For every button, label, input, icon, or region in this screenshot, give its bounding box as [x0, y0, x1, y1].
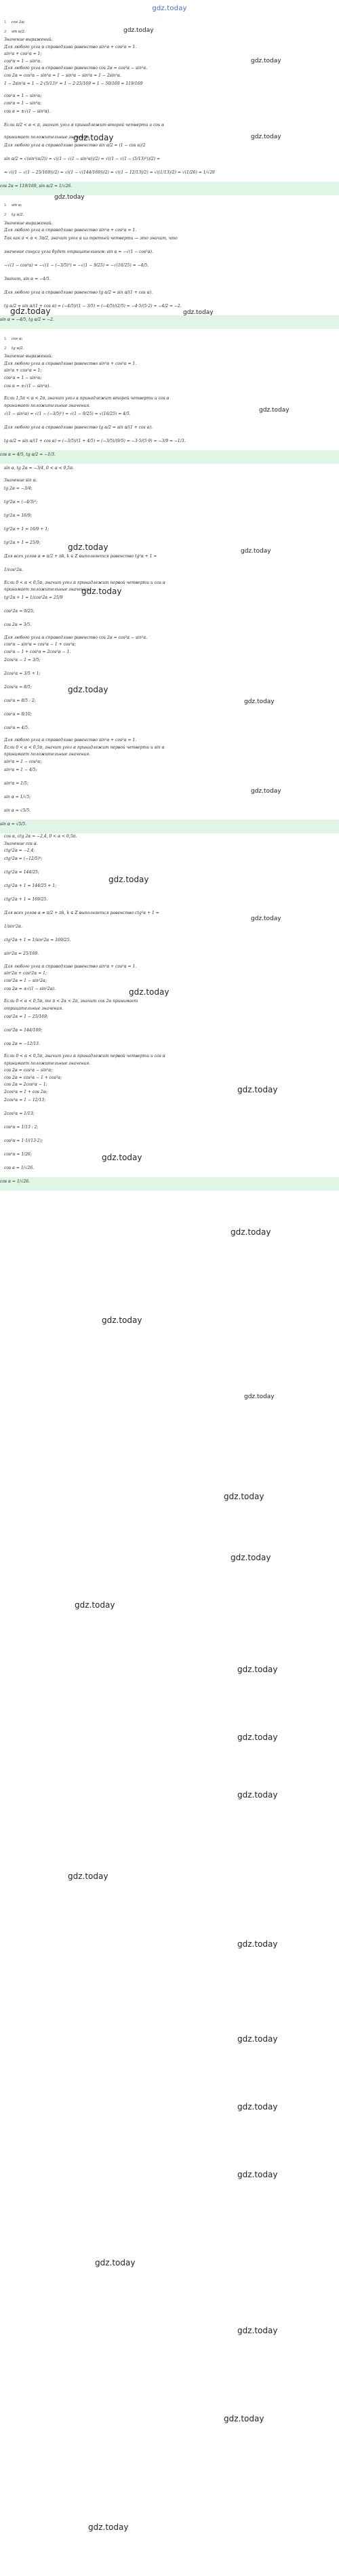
solution-line: = √((1 − √(1 − 25/169))/2) = √((1 − √(144/169))/2) = √((1 − 12/13)/2) = √((1/13)/2) = √(1/26) = 1/√26 [4, 170, 215, 176]
solution-line: Значение выражений. [4, 220, 53, 226]
watermark: gdz.today [244, 1393, 275, 1400]
solution-line: ctg²2α = −2,4; [4, 848, 35, 854]
solution-line: Если 0 < α < 0,5π, значит угол α принадлежит первой четверти и sin α [4, 745, 165, 750]
solution-line: tg²2α + 1 = 25/9; [4, 540, 41, 546]
solution-line: cos α = 1/√26. [4, 1165, 35, 1170]
solution-line: cos 2α = cos²α − sin²α = 1 − sin²α − sin²α = 1 − 2sin²α. [4, 73, 121, 78]
solution-line: sin²α + cos²α = 1; [4, 52, 42, 57]
solution-line: tg 2α = −3/4; [4, 486, 33, 492]
solution-line: cos²2α = 9/25; [4, 609, 35, 614]
solution-line: Значит, sin α = −4/5. [4, 277, 51, 281]
watermark: gdz.today [102, 1315, 142, 1325]
solution-line: cos²2α = 1 − sin²2α; [4, 978, 47, 983]
solution-line: 2cos²α = 3/5 + 1; [4, 671, 41, 676]
watermark: gdz.today [237, 2102, 278, 2112]
task-item-number: 1 [4, 20, 7, 24]
task-item-text: cos α; [12, 337, 23, 341]
task-item [4, 210, 335, 220]
solution-line: Если π/2 < α < π, значит угол α принадлежит второй четверти и cos α [4, 122, 165, 127]
solution-line: принимает положительные значения. [4, 135, 91, 140]
solution-line: 2cos²α − 1 = 3/5; [4, 657, 41, 662]
solution-part-2 [4, 220, 335, 315]
solution-line: Значение sin α. [4, 478, 37, 483]
solution-line: 2cos²α = 1 + cos 2α; [4, 1089, 47, 1094]
task-item-number: 2 [4, 213, 7, 218]
watermark: gdz.today [75, 1600, 115, 1610]
solution-line: Так как π < α < 3π/2, значит угол α из третьей четверти — это значит, что [4, 236, 178, 241]
solution-line: Значение выражений. [4, 37, 53, 43]
solution-line: Для любого угла α справедливо равенство sin²α + cos²α = 1. [4, 44, 137, 49]
watermark: gdz.today [68, 542, 108, 552]
solution-line: cos²2α = 1 − 25/169; [4, 1014, 48, 1019]
watermark: gdz.today [237, 1085, 278, 1094]
task-item-number: 1 [4, 203, 7, 208]
watermark: gdz.today [68, 1871, 108, 1881]
watermark: gdz.today [237, 1665, 278, 1674]
solution-line: Значение выражений. [4, 354, 53, 359]
watermark: gdz.today [68, 685, 108, 694]
watermark: gdz.today [237, 1732, 278, 1742]
solution-line: sin²α = 1 − cos²α; [4, 759, 42, 764]
solution-part-5 [4, 833, 335, 1177]
solution-line: sin²2α + cos²2α = 1; [4, 971, 47, 976]
watermark: gdz.today [237, 2170, 278, 2179]
solution-line: Если 1,5π < α < 2π, значит угол α принадлежит второй четверти и cos α [4, 396, 170, 401]
task-item-text: cos 2α; [12, 20, 26, 24]
solution-line: 1 − 2sin²α = 1 − 2·(5/13)² = 1 − 2·25/169 = 1 − 50/169 = 119/169 [4, 81, 143, 86]
solution-line: значение синуса угла будет отрицательным: sin α = −√(1 − cos²α). [4, 250, 153, 254]
solution-line: sin α, tg 2α = −3/4, 0 < α < 0,5π. [4, 465, 74, 471]
solution-line: tg α/2 = sin α/(1 + cos α) = (−3/5)/(1 + 4/5) = (−3/5)/(9/5) = −3·5/(5·9) = −3/9 = −1/3. [4, 438, 186, 443]
solution-line: cos²α = 1·1/(13·2); [4, 1138, 43, 1143]
solution-line: tg²2α = (−4/3)²; [4, 500, 38, 505]
site-header [0, 0, 339, 18]
watermark: gdz.today [231, 1553, 271, 1562]
solution-line: принимает положительные значения. [4, 752, 91, 757]
solution-line: Для любого угла α справедливо равенство sin²α + cos²α = 1. [4, 964, 137, 969]
solution-line: ctg²2α = 144/25; [4, 870, 39, 875]
watermark: gdz.today [54, 194, 85, 201]
watermark: gdz.today [251, 134, 281, 140]
solution-line: cos 2α = 3/5. [4, 622, 32, 628]
answer-line: sin α = −4/5, tg α/2 = −2. [0, 315, 339, 329]
solution-line: cos²α = 8/10; [4, 711, 32, 717]
solution-line: 2cos²α = 1 − 12/13; [4, 1097, 46, 1103]
watermark: gdz.today [224, 1492, 264, 1501]
solution-line: cos²α − 1 + cos²α = 2cos²α − 1. [4, 649, 71, 654]
solution-line: √(1 − sin²α) = √(1 − (−3/5)²) = √(1 − 9/25) = √(16/25) = 4/5. [4, 411, 131, 416]
watermark: gdz.today [251, 915, 281, 922]
solution-line: cos 2α = 2cos²α − 1; [4, 1082, 47, 1088]
watermark: gdz.today [73, 133, 114, 142]
task-item-number: 1 [4, 337, 7, 341]
solution-line: 1/cos²2α. [4, 568, 24, 573]
watermark: gdz.today [251, 788, 281, 795]
task-item [4, 201, 335, 210]
solution-line: Для любого угла α справедливо равенство cos 2α = cos²α − sin²α. [4, 635, 148, 640]
answer-line: cos 2α = 119/169, sin α/2 = 1/√26. [0, 182, 339, 195]
watermark: gdz.today [129, 987, 170, 997]
watermark: gdz.today [108, 875, 149, 884]
solution-line: cos²2α = 144/169; [4, 1027, 43, 1033]
solution-line: cos²α = 1 − sin²α. [4, 58, 42, 64]
solution-line: sin²α = 1/5; [4, 780, 28, 786]
solution-line: Если 0 < α < 0,5π, значит угол α принадлежит первой четверти и cos α [4, 1054, 165, 1059]
solution-line: Для любого угла α справедливо равенство cos 2α = cos²α − sin²α. [4, 66, 148, 71]
task-item-text: tg α/2. [12, 346, 24, 351]
solution-line: 1/sin²2α. [4, 924, 22, 930]
solution-line: ctg²2α + 1 = 1/sin²2α = 169/25. [4, 938, 71, 943]
solution-line: sin²α + cos²α = 1; [4, 368, 42, 374]
solution-part-3 [4, 353, 335, 450]
watermark: gdz.today [241, 548, 271, 555]
solution-line: cos²α = 1 − sin²α; [4, 375, 42, 380]
solution-part-4 [4, 464, 335, 820]
task-item-text: sin α; [12, 203, 22, 208]
solution-line: Для любого угла α справедливо равенство sin²α + cos²α = 1. [4, 738, 137, 743]
watermark: gdz.today [88, 2522, 129, 2532]
solution-line: Для любого угла α справедливо равенство sin²α + cos²α = 1. [4, 228, 137, 233]
solution-line: cos α = ±√(1 − sin²α). [4, 108, 51, 114]
solution-line: 2cos²α = 1/13; [4, 1111, 35, 1116]
solution-line: Для всех углов α ≠ π/2 + πk, k ∈ Z выполняется равенство tg²α + 1 = [4, 554, 157, 559]
site-logo[interactable]: gdz.today [152, 4, 187, 12]
task-item [4, 27, 335, 37]
watermark: gdz.today [81, 587, 122, 596]
task-item-number: 2 [4, 29, 7, 34]
task-item [4, 334, 335, 344]
watermark: gdz.today [231, 1227, 271, 1237]
watermark: gdz.today [237, 2034, 278, 2044]
watermark: gdz.today [237, 1939, 278, 1949]
solution-line: cos²α = 1 − sin²α; [4, 94, 42, 99]
solution-line: cos²α = 8/5 : 2; [4, 698, 36, 703]
task-item [4, 18, 335, 27]
solution-line: ctg²2α + 1 = 144/25 + 1; [4, 884, 57, 889]
solution-line: tg²2α = 16/9; [4, 513, 32, 519]
answer-line: sin α = √5/5. [0, 820, 339, 833]
solution-line: cos²α = 1/13 : 2; [4, 1124, 39, 1130]
solution-line: принимает положительные значения. [4, 403, 91, 408]
watermark: gdz.today [244, 698, 275, 705]
solution-line: cos α, ctg 2α = −2,4, 0 < α < 0,5π. [4, 834, 77, 839]
solution-line: cos²α = 1 − sin²α; [4, 100, 42, 106]
solution-line: cos 2α = −12/13. [4, 1041, 40, 1046]
solution-line: sin²2α = 25/169. [4, 951, 39, 957]
solution-line: принимает положительные значения. [4, 1061, 91, 1066]
solution-line: Если 0 < α < 0,5π, то π < 2α < 2π, значит cos 2α принимает [4, 999, 138, 1004]
solution-line: Для любого угла α справедливо равенство tg α/2 = sin α/(1 + cos α). [4, 424, 153, 430]
solution-line: ctg²2α = (−12/5)²; [4, 856, 43, 862]
solution-line: sin α/2 = √(sin²(α/2)) = √((1 − √(1 − sin²α))/2) = √((1 − √(1 − (5/13)²))/2) = [4, 157, 161, 162]
watermark: gdz.today [183, 309, 214, 316]
task-item-text: sin α/2. [12, 29, 26, 34]
solution-line: cos 2α = cos²α − sin²α; [4, 1068, 53, 1073]
solution-line: cos²α = 4/5. [4, 725, 29, 730]
solution-part-1 [4, 37, 335, 182]
solution-line: sin²α = 1 − 4/5; [4, 767, 37, 772]
watermark: gdz.today [237, 1790, 278, 1800]
solution-line: Для всех углов α ≠ π/2 + πk, k ∈ Z выполняется равенство ctg²α + 1 = [4, 911, 159, 916]
solution-line: cos²α = 1/26; [4, 1151, 32, 1157]
solution-line: tg²2α + 1 = 16/9 + 1; [4, 527, 49, 532]
solution-line: Значение cos α. [4, 841, 38, 846]
solution-line: отрицательные значения. [4, 1006, 64, 1011]
watermark: gdz.today [237, 2326, 278, 2335]
solution-line: cos²α − sin²α = cos²α − 1 + cos²α; [4, 642, 77, 648]
solution-line: sin α = 1/√5; [4, 794, 31, 799]
task-item [4, 344, 335, 353]
solution-line: cos 2α = ±√(1 − sin²2α). [4, 986, 56, 991]
solution-line: −√(1 − cos²α) = −√(1 − (−3/5)²) = −√(1 − 9/25) = −√(16/25) = −4/5. [4, 263, 149, 268]
solution-line: cos 2α = cos²α − 1 + cos²α; [4, 1075, 62, 1080]
watermark: gdz.today [95, 2258, 136, 2267]
solution-line: sin α = √5/5. [4, 808, 31, 813]
watermark: gdz.today [224, 2414, 264, 2423]
answer-line: cos α = 1/√26. [0, 1177, 339, 1191]
solution-line: Для любого угла α справедливо равенство sin α/2 = (1 − cos α)/2 [4, 143, 146, 148]
watermark: gdz.today [251, 58, 281, 64]
watermark: gdz.today [10, 306, 51, 316]
task-item-number: 2 [4, 346, 7, 351]
solution-line: tg²2α + 1 = 1/cos²2α = 25/9 [4, 595, 63, 601]
solution-line: ctg²2α + 1 = 169/25. [4, 897, 48, 903]
answer-line: cos α = 4/5, tg α/2 = −1/3. [0, 450, 339, 464]
watermark: gdz.today [102, 1153, 142, 1162]
solution-line: 2cos²α = 8/5; [4, 684, 32, 690]
solution-line: принимает положительные значения. [4, 587, 91, 593]
solution-body [0, 18, 339, 1191]
watermark: gdz.today [259, 407, 290, 414]
solution-line: cos α = ±√(1 − sin²α). [4, 383, 51, 389]
watermark: gdz.today [123, 27, 154, 34]
solution-line: Если 0 < α < 0,5π, значит угол α принадлежит первой четверти и cos α [4, 580, 165, 585]
solution-line: Для любого угла α справедливо равенство sin²α + cos²α = 1. [4, 361, 137, 366]
task-item-text: tg α/2. [12, 213, 24, 218]
solution-line: tg α/2 = sin α/(1 + cos α) = (−4/5)/(1 − 3/5) = (−4/5)/(2/5) = −4·5/(5·2) = −4/2 = −2. [4, 304, 182, 309]
solution-line: Для любого угла α справедливо равенство tg α/2 = sin α/(1 + cos α). [4, 290, 153, 295]
